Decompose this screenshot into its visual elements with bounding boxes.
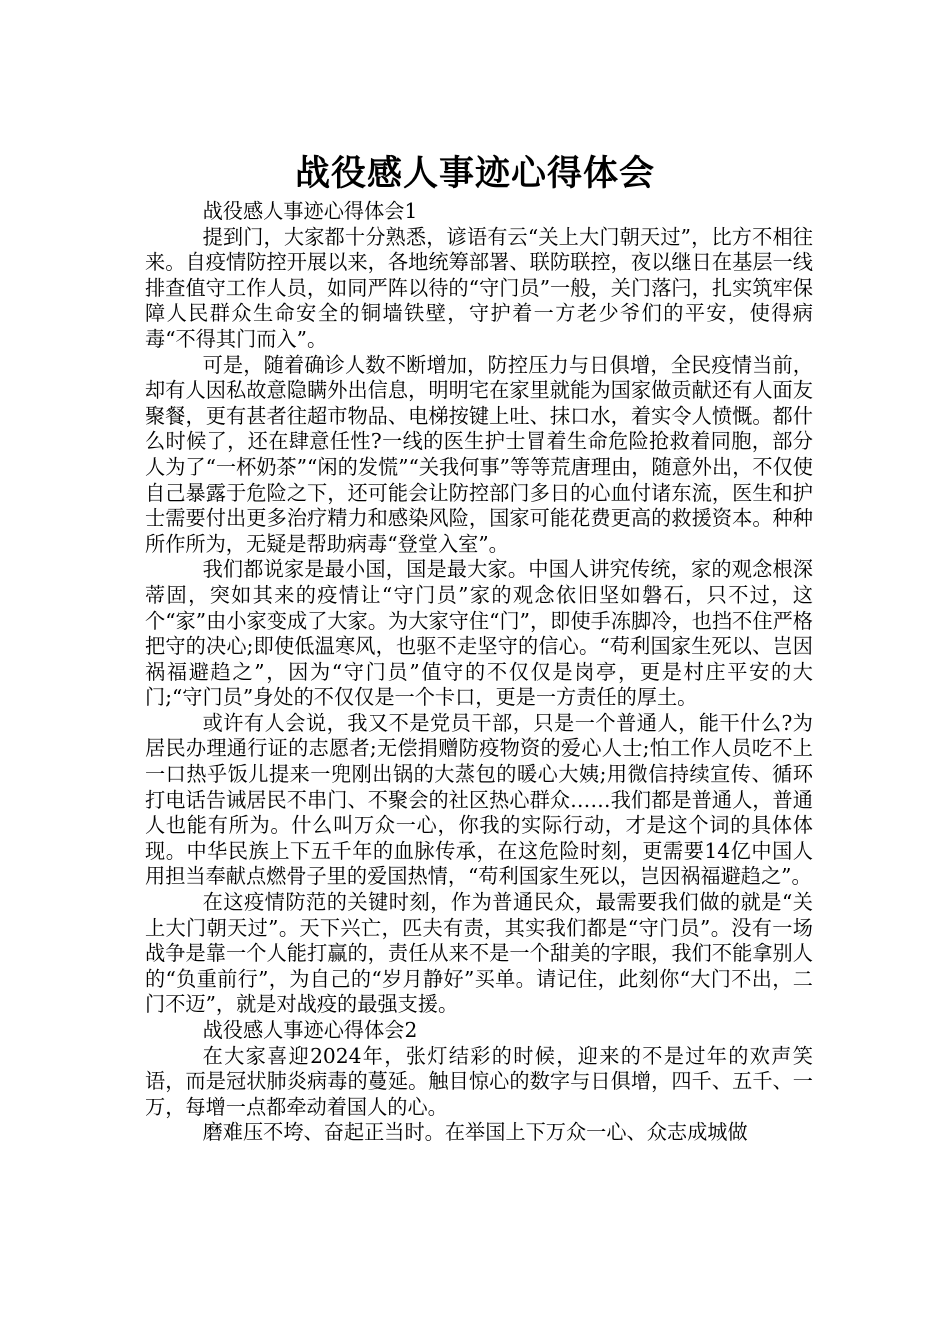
paragraph: 在这疫情防范的关键时刻，作为普通民众，最需要我们做的就是“关上大门朝天过”。天下兴亡，匹夫有责，其实我们都是“守门员”。没有一场战争是靠一个人能打赢的，责任从来不是一个甜美的字眼，我们不能拿别人的“负重前行”，为自己的“岁月静好”买单。请记住，此刻你“大门不出，二门不迈”，就是对战疫的最强支援。 <box>145 890 813 1017</box>
document-body <box>145 199 813 1146</box>
section-heading-2: 战役感人事迹心得体会2 <box>202 1018 418 1042</box>
paragraph: 提到门，大家都十分熟悉，谚语有云“关上大门朝天过”，比方不相往来。自疫情防控开展以来，各地统筹部署、联防联控，夜以继日在基层一线排查值守工作人员，如同严阵以待的“守门员”一般，关门落闩，扎实筑牢保障人民群众生命安全的铜墙铁壁，守护着一方老少爷们的平安，使得病毒“不得其门而入”。 <box>145 224 813 351</box>
paragraph: 或许有人会说，我又不是党员干部，只是一个普通人，能干什么?为居民办理通行证的志愿者;无偿捐赠防疫物资的爱心人士;怕工作人员吃不上一口热乎饭儿提来一兜刚出锅的大蒸包的暖心大姨;用微信持续宣传、循环打电话告诫居民不串门、不聚会的社区热心群众……我们都是普通人，普通人也能有所为。什么叫万众一心，你我的实际行动，才是这个词的具体体现。中华民族上下五千年的血脉传承，在这危险时刻，更需要14亿中国人用担当奉献点燃骨子里的爱国热情，“苟利国家生死以，岂因祸福避趋之”。 <box>145 710 813 889</box>
paragraph: 可是，随着确诊人数不断增加，防控压力与日俱增，全民疫情当前，却有人因私故意隐瞒外出信息，明明宅在家里就能为国家做贡献还有人面友聚餐，更有甚者往超市物品、电梯按键上吐、抹口水，着实令人愤慨。都什么时候了，还在肆意任性?一线的医生护士冒着生命危险抢救着同胞，部分人为了“一杯奶茶”“闲的发慌”“关我何事”等等荒唐理由，随意外出，不仅使自己暴露于危险之下，还可能会让防控部门多日的心血付诸东流，医生和护士需要付出更多治疗精力和感染风险，国家可能花费更高的救援资本。种种所作所为，无疑是帮助病毒“登堂入室”。 <box>145 352 813 556</box>
paragraph: 在大家喜迎2024年，张灯结彩的时候，迎来的不是过年的欢声笑语，而是冠状肺炎病毒的蔓延。触目惊心的数字与日俱增，四千、五千、一万，每增一点都牵动着国人的心。 <box>145 1043 813 1119</box>
document-title: 战役感人事迹心得体会 <box>294 153 655 195</box>
paragraph: 磨难压不垮、奋起正当时。在举国上下万众一心、众志成城做 <box>202 1120 748 1145</box>
section-heading-1: 战役感人事迹心得体会1 <box>202 199 418 223</box>
paragraph: 我们都说家是最小国，国是最大家。中国人讲究传统，家的观念根深蒂固，突如其来的疫情让“守门员”家的观念依旧坚如磐石，只不过，这个“家”由小家变成了大家。为大家守住“门”，即使手冻脚冷，也挡不住严格把守的决心;即使低温寒风，也驱不走坚守的信心。“苟利国家生死以、岂因祸福避趋之”，因为“守门员”值守的不仅仅是岗亭，更是村庄平安的大门;“守门员”身处的不仅仅是一个卡口，更是一方责任的厚土。 <box>145 557 813 710</box>
